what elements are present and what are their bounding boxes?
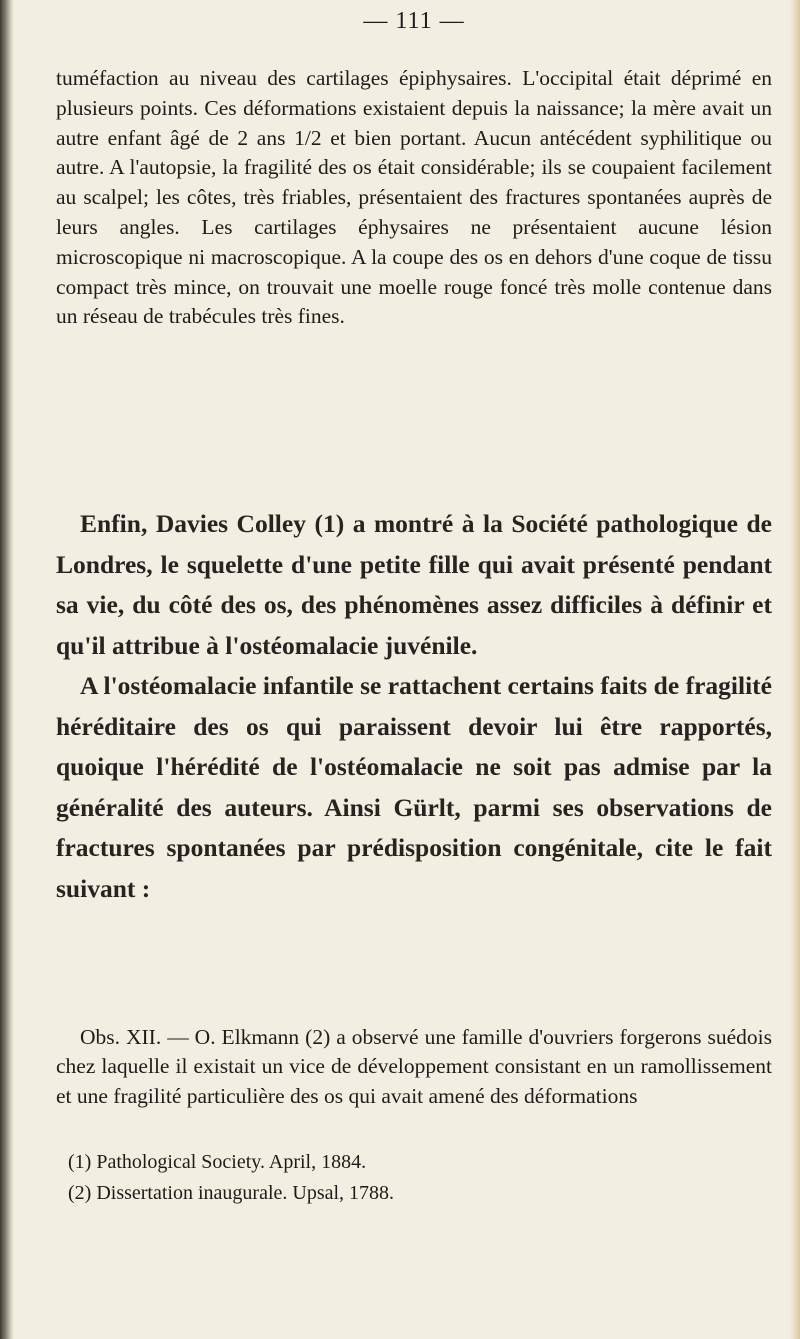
bold-section xyxy=(56,504,772,909)
footnote-2: (2) Dissertation inaugurale. Upsal, 1788. xyxy=(68,1182,395,1204)
paragraph-text: A l'ostéomalacie infantile se rattachent certains faits de fragilité héréditaire des os qui paraissent devoir lui être rapportés, quoique l'hérédité de l'ostéomalacie ne soit pas admise par la généralité des auteurs. Ainsi Gürlt, parmi ses observations de fractures spontanées par prédisposition congénitale, cite le fait suivant : xyxy=(56,671,772,903)
page-binding-shadow xyxy=(0,0,14,1339)
paragraph-text: tuméfaction au niveau des cartilages épiphysaires. L'occipital était déprimé en plusieurs points. Ces déformations existaient depuis la naissance; la mère avait un autre enfant âgé de 2 ans 1/2 et bien portant. Aucun antécédent syphilitique ou autre. A l'autopsie, la fragilité des os était considérable; ils se coupaient facilement au scalpel; les côtes, très friables, présentaient des fractures spontanées auprès de leurs angles. Les cartilages éphysaires ne présentaient aucune lésion microscopique ni macroscopique. A la coupe des os en dehors d'une coque de tissu compact très mince, on trouvait une moelle rouge foncé très molle contenue dans un réseau de trabécules très fines. xyxy=(56,66,772,329)
paragraph-osteomalacie-infantile xyxy=(56,666,772,909)
paragraph-text: Enfin, Davies Colley (1) a montré à la Société pathologique de Londres, le squelette d'une petite fille qui avait présenté pendant sa vie, du côté des os, des phénomènes assez difficiles à définir et qu'il attribue à l'ostéomalacie juvénile. xyxy=(56,509,772,660)
page-edge-stain xyxy=(790,0,800,1339)
paragraph-autopsy-description xyxy=(56,64,772,332)
observation-xii xyxy=(56,1023,772,1111)
paragraph-davies-colley xyxy=(56,504,772,666)
page-number: — 111 — xyxy=(363,8,465,34)
footnote-1: (1) Pathological Society. April, 1884. xyxy=(68,1151,367,1173)
paragraph-text: Obs. XII. — O. Elkmann (2) a observé une famille d'ouvriers forgerons suédois chez laquelle il existait un vice de développement consistant en un ramollissement et une fragilité particulière des os qui avait amené des déformations xyxy=(56,1025,772,1108)
